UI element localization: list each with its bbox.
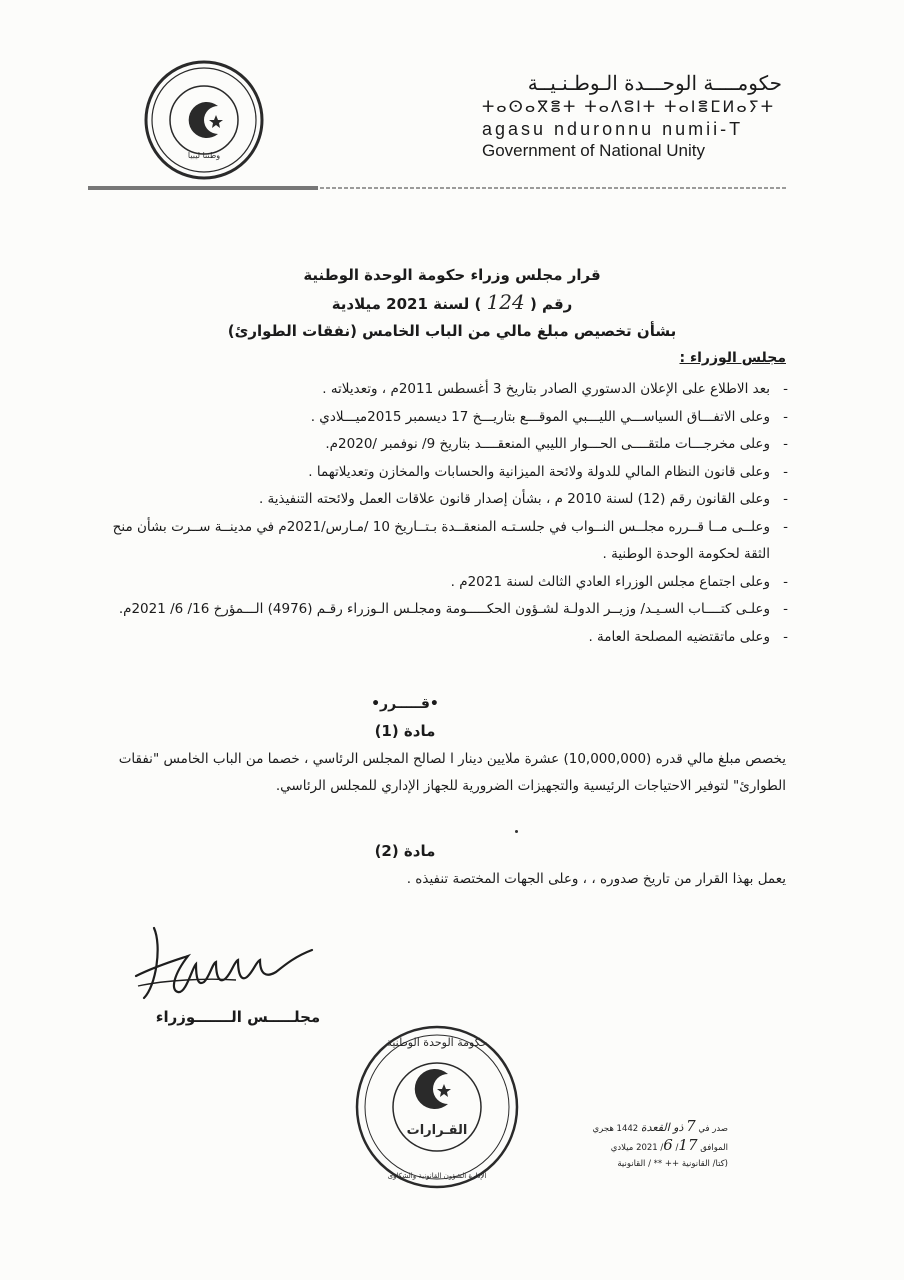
decree-number-prefix: رقم ( <box>529 295 573 313</box>
seal-center-text: القـرارات <box>406 1123 468 1138</box>
article-2-body: يعمل بهذا القرار من تاريخ صدوره ، ، وعلى الجهات المختصة تنفيذه . <box>406 871 786 887</box>
corresponding-year: 2021 ميلادي <box>610 1143 658 1153</box>
gov-name-tifinagh: ⵜⴰⵙⴰⴳⴻⵜ ⵜⴰⴷⵓⵏⵜ ⵜⴰⵏⴻⵎⵍⴰⵢⵜ <box>482 97 776 116</box>
decree-subject: بشأن تخصيص مبلغ مالي من الباب الخامس (نفقات الطوارئ) <box>227 322 677 340</box>
decree-number-suffix: ) لسنة 2021 ميلادية <box>331 295 482 313</box>
handwritten-signature-icon <box>126 916 326 1006</box>
issued-year: 1442 هجري <box>592 1124 639 1134</box>
registry-footer: (كتا/ القانونية ++ ** / القانونية <box>617 1159 728 1169</box>
preamble-item: - وعلى ماتقتضيه المصلحة العامة . <box>112 624 792 652</box>
article-1-body: يخصص مبلغ مالي قدره (10,000,000) عشرة ملايين دينار ا لصالح المجلس الرئاسي ، خصما من الباب الخامس "نفقات الطوارئ" لتوفير الاحتياجات الرئيسية والتجهيزات الضرورية للجهاز الإداري للمجلس الرئاسي. <box>118 751 786 794</box>
corresponding-day: 17 <box>678 1136 698 1154</box>
gov-name-arabic: حكومــــة الوحـــدة الـوطـنـيــة <box>527 71 782 95</box>
signer-council: مجلـــــس الـــــــوزراء <box>155 1008 321 1026</box>
council-label: مجلس الوزراء : <box>679 350 786 366</box>
decree-title-line1: قرار مجلس وزراء حكومة الوحدة الوطنية <box>303 266 601 284</box>
preamble-item: - وعلى مخرجـــات ملتقــــى الحـــوار الليبي المنعقــــد بتاريخ 9/ نوفمبر /2020م. <box>112 431 792 459</box>
preamble-item: - وعلى القانون رقم (12) لسنة 2010 م ، بشأن إصدار قانون علاقات العمل ولائحته التنفيذية . <box>112 486 792 514</box>
preamble-item: - وعلى اجتماع مجلس الوزراء العادي الثالث لسنة 2021م . <box>112 569 792 597</box>
seal-outer-text: حكومة الوحدة الوطنية <box>386 1036 488 1049</box>
government-letterhead <box>482 70 782 162</box>
gov-name-amazigh: agasu nduronnu numii-T <box>482 119 744 139</box>
preamble-item: - وعلى الاتفـــاق السياســـي الليـــبي الموقـــع بتاريـــخ 17 ديسمبر 2015ميـــلادي . <box>112 404 792 432</box>
gov-name-english: Government of National Unity <box>482 141 705 160</box>
registry-stamp <box>578 1118 728 1172</box>
decree-title <box>140 262 764 345</box>
decree-number-line <box>140 289 764 318</box>
preamble-list <box>112 376 792 651</box>
ink-dot <box>515 830 518 833</box>
preamble-item: - بعد الاطلاع على الإعلان الدستوري الصادر بتاريخ 3 أغسطس 2011م ، وتعديلاته . <box>112 376 792 404</box>
preamble-item: - وعلــى مــا قــرره مجلــس النــواب في جلسـتـه المنعقــدة بـتــاريخ 10 /مـارس/2021م في مدينــة ســرت بشأن منح الثقة لحكومة الوحدة الوطنية . <box>112 514 792 569</box>
issued-line <box>578 1118 728 1137</box>
seal-motto: وطننا ليبيا <box>187 151 221 160</box>
corresponding-label: الموافق <box>700 1143 728 1153</box>
government-seal-icon <box>142 58 266 182</box>
header-divider <box>88 185 788 191</box>
issued-month: ذو القعدة <box>640 1121 684 1134</box>
preamble-item: - وعلـى كتــــاب السـيـد/ وزيــر الدولـة لشـؤون الحكـــــومة ومجلـس الـوزراء رقـم (4976) الـــمؤرخ 16/ 6/ 2021م. <box>112 596 792 624</box>
corresponding-line: الموافق 17/ 6/ 2021 ميلادي <box>610 1136 728 1154</box>
issued-day: 7 <box>686 1117 696 1135</box>
corresponding-month: 6 <box>663 1136 673 1154</box>
issued-label: صدر في <box>698 1124 728 1134</box>
preamble-item: - وعلى قانون النظام المالي للدولة ولائحة الميزانية والحسابات والمخازن وتعديلاتهما . <box>112 459 792 487</box>
decided-heading: •قـــــرر• <box>371 696 439 712</box>
seal-inner-text: الإدارة الشؤون القانونية والشكاوى <box>387 1172 487 1180</box>
decree-number: 124 <box>486 290 525 314</box>
article-1-title: مادة (1) <box>374 722 436 740</box>
article-2-title: مادة (2) <box>374 842 436 860</box>
decisions-seal-icon <box>352 1022 522 1192</box>
